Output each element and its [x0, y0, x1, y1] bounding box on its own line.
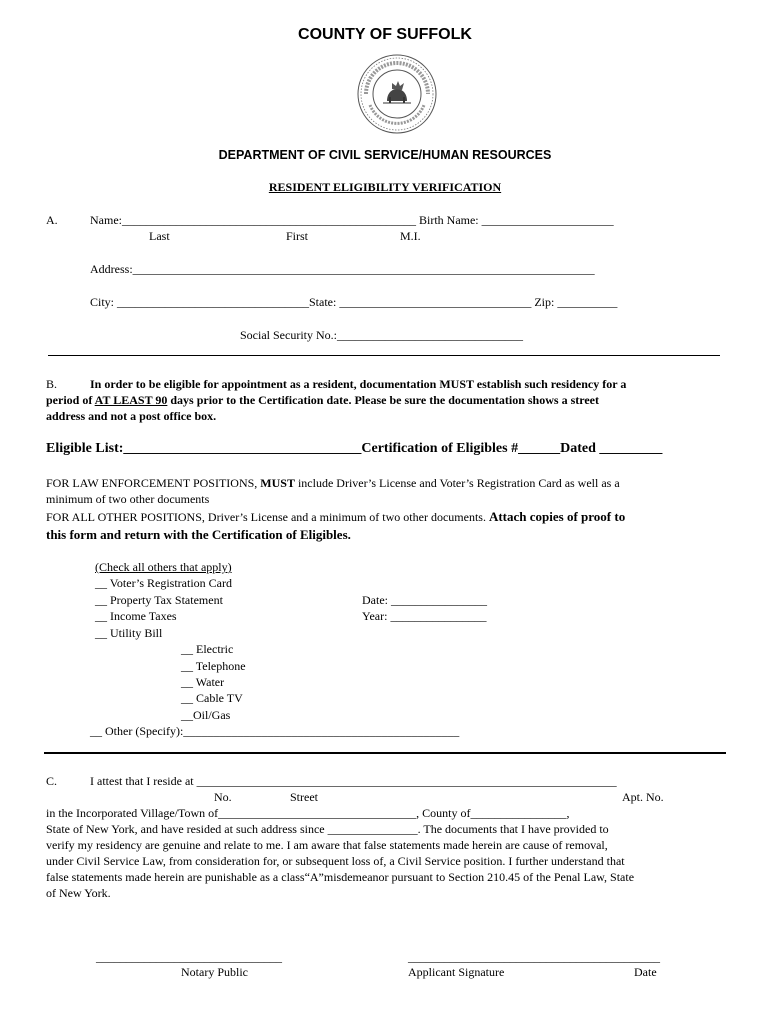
check-oil-gas[interactable]: __Oil/Gas [181, 708, 231, 722]
checklist-heading: (Check all others that apply) [95, 560, 232, 574]
residency-notice-line2 [46, 393, 599, 408]
section-b-marker: B. [46, 377, 58, 391]
attach-copies-text-2: this form and return with the Certification of Eligibles. [46, 527, 351, 542]
law-enforcement-line2: minimum of two other documents [46, 492, 210, 506]
date-field[interactable]: Date: ________________ [362, 593, 487, 607]
notary-public-label: Notary Public [181, 965, 248, 979]
law-enforcement-instructions [46, 476, 620, 491]
eligible-list-field[interactable]: Eligible List:__________________________________Certification of Eligibles #______Dated _________ [46, 441, 663, 456]
law-pre: FOR LAW ENFORCEMENT POSITIONS, [46, 476, 261, 490]
divider-a [48, 355, 720, 356]
check-utility-bill[interactable]: __ Utility Bill [95, 626, 163, 640]
notary-signature-line[interactable]: _______________________________ [96, 950, 282, 964]
name-sublabel-last: Last [149, 229, 170, 243]
check-property-tax[interactable]: __ Property Tax Statement [95, 593, 223, 607]
divider-c [44, 752, 726, 754]
attach-copies-text: Attach copies of proof to [488, 509, 626, 524]
ssn-field[interactable]: Social Security No.:_______________________________ [240, 328, 523, 342]
address-field[interactable]: Address:_____________________________________________________________________________ [90, 262, 595, 276]
section-c-marker: C. [46, 774, 58, 788]
attestation-text-3: verify my residency are genuine and relate to me. I am aware that false statements made herein are cause of removal, [46, 838, 608, 852]
resided-since-field[interactable]: State of New York, and have resided at such address since _______________. The documents that I have provided to [46, 822, 609, 836]
name-field[interactable]: Name:_________________________________________________ Birth Name: ______________________ [90, 213, 614, 227]
department-title: DEPARTMENT OF CIVIL SERVICE/HUMAN RESOURCES [218, 148, 552, 162]
year-field[interactable]: Year: ________________ [362, 609, 487, 623]
law-must: MUST [260, 476, 295, 490]
attestation-text-4: under Civil Service Law, from consideration for, or subsequent loss of, a Civil Service position. I further understand that [46, 854, 625, 868]
section-a-marker: A. [46, 213, 58, 227]
form-title: RESIDENT ELIGIBILITY VERIFICATION [268, 180, 502, 194]
check-water[interactable]: __ Water [181, 675, 225, 689]
attestation-text-6: of New York. [46, 886, 111, 900]
other-positions-instructions [46, 509, 625, 525]
at-least-90-emphasis: AT LEAST 90 [94, 393, 168, 407]
residency-notice-line1: In order to be eligible for appointment as a resident, documentation MUST establish such residency for a [90, 377, 627, 391]
residency-notice-line2-post: days prior to the Certification date. Please be sure the documentation shows a street [167, 393, 599, 407]
attestation-text-5: false statements made herein are punishable as a class“A”misdemeanor pursuant to Section 210.45 of the Penal Law, State [46, 870, 635, 884]
city-state-zip-field[interactable]: City: ________________________________State: ________________________________ Zip: __________ [90, 295, 618, 309]
sublabel-apt-no: Apt. No. [622, 790, 664, 804]
residency-notice-line2-pre: period of [46, 393, 95, 407]
county-seal-logo [356, 53, 438, 135]
check-voters-registration[interactable]: __ Voter’s Registration Card [95, 576, 232, 590]
village-county-field[interactable]: in the Incorporated Village/Town of_________________________________, County of________________, [46, 806, 570, 820]
signature-date-label: Date [634, 965, 657, 979]
check-telephone[interactable]: __ Telephone [181, 659, 246, 673]
applicant-signature-label: Applicant Signature [408, 965, 505, 979]
sublabel-street: Street [290, 790, 318, 804]
county-title: COUNTY OF SUFFOLK [298, 26, 472, 43]
attest-address-field[interactable]: I attest that I reside at ______________________________________________________________________ [90, 774, 617, 788]
other-specify-field[interactable]: __ Other (Specify):______________________________________________ [90, 724, 460, 738]
check-cable-tv[interactable]: __ Cable TV [181, 691, 243, 705]
name-sublabel-first: First [286, 229, 309, 243]
law-post: include Driver’s License and Voter’s Registration Card as well as a [294, 476, 620, 490]
sublabel-no: No. [214, 790, 232, 804]
residency-notice-line3: address and not a post office box. [46, 409, 217, 423]
applicant-signature-line[interactable]: __________________________________________ [408, 950, 660, 964]
other-pre: FOR ALL OTHER POSITIONS, Driver’s License and a minimum of two other documents. [46, 510, 489, 524]
name-sublabel-mi: M.I. [400, 229, 421, 243]
check-electric[interactable]: __ Electric [181, 642, 234, 656]
check-income-taxes[interactable]: __ Income Taxes [95, 609, 177, 623]
